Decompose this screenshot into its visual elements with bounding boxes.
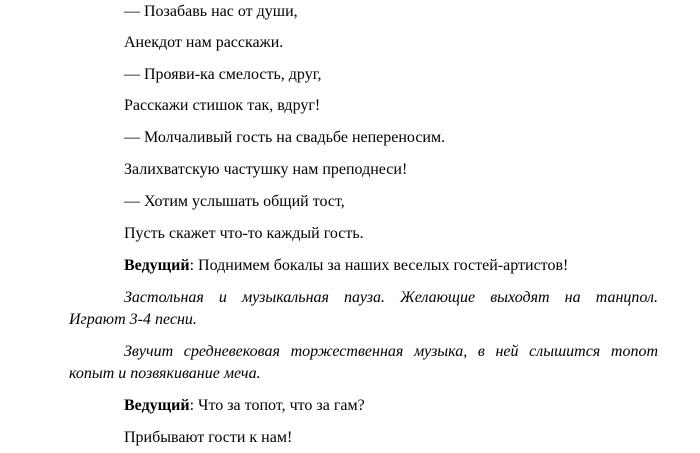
stage-direction-2-line-1: Звучит средневековая торжественная музыка, в ней слышится топот: [124, 343, 658, 360]
host-line-1: [124, 256, 568, 276]
stage-direction-2-line-2: копыт и позвякивание меча.: [69, 365, 261, 382]
verse-line-1: — Позабавь нас от души,: [124, 3, 298, 20]
verse-line-7: — Хотим услышать общий тост,: [124, 193, 345, 210]
host-line-2: [124, 396, 365, 416]
host-speech: : Что за топот, что за гам?: [189, 397, 365, 414]
speaker-name: Ведущий: [124, 397, 190, 414]
speaker-name: Ведущий: [124, 257, 190, 274]
verse-line-4: Расскажи стишок так, вдруг!: [124, 97, 321, 114]
verse-line-5: — Молчаливый гость на свадьбе непереносим.: [124, 129, 446, 146]
verse-line-2: Анекдот нам расскажи.: [124, 34, 284, 51]
verse-line-8: Пусть скажет что-то каждый гость.: [124, 225, 364, 242]
stage-direction-1-line-2: Играют 3-4 песни.: [69, 311, 197, 328]
stage-direction-1-line-1: Застольная и музыкальная пауза. Желающие выходят на танцпол.: [124, 289, 658, 306]
verse-line-3: — Прояви-ка смелость, друг,: [124, 66, 322, 83]
verse-line-last: Прибывают гости к нам!: [124, 429, 293, 446]
stage-direction-1: [69, 287, 658, 331]
stage-direction-2: [69, 341, 658, 385]
host-speech: : Поднимем бокалы за наших веселых гостей-артистов!: [189, 257, 569, 274]
verse-line-6: Залихватскую частушку нам преподнеси!: [124, 161, 408, 178]
